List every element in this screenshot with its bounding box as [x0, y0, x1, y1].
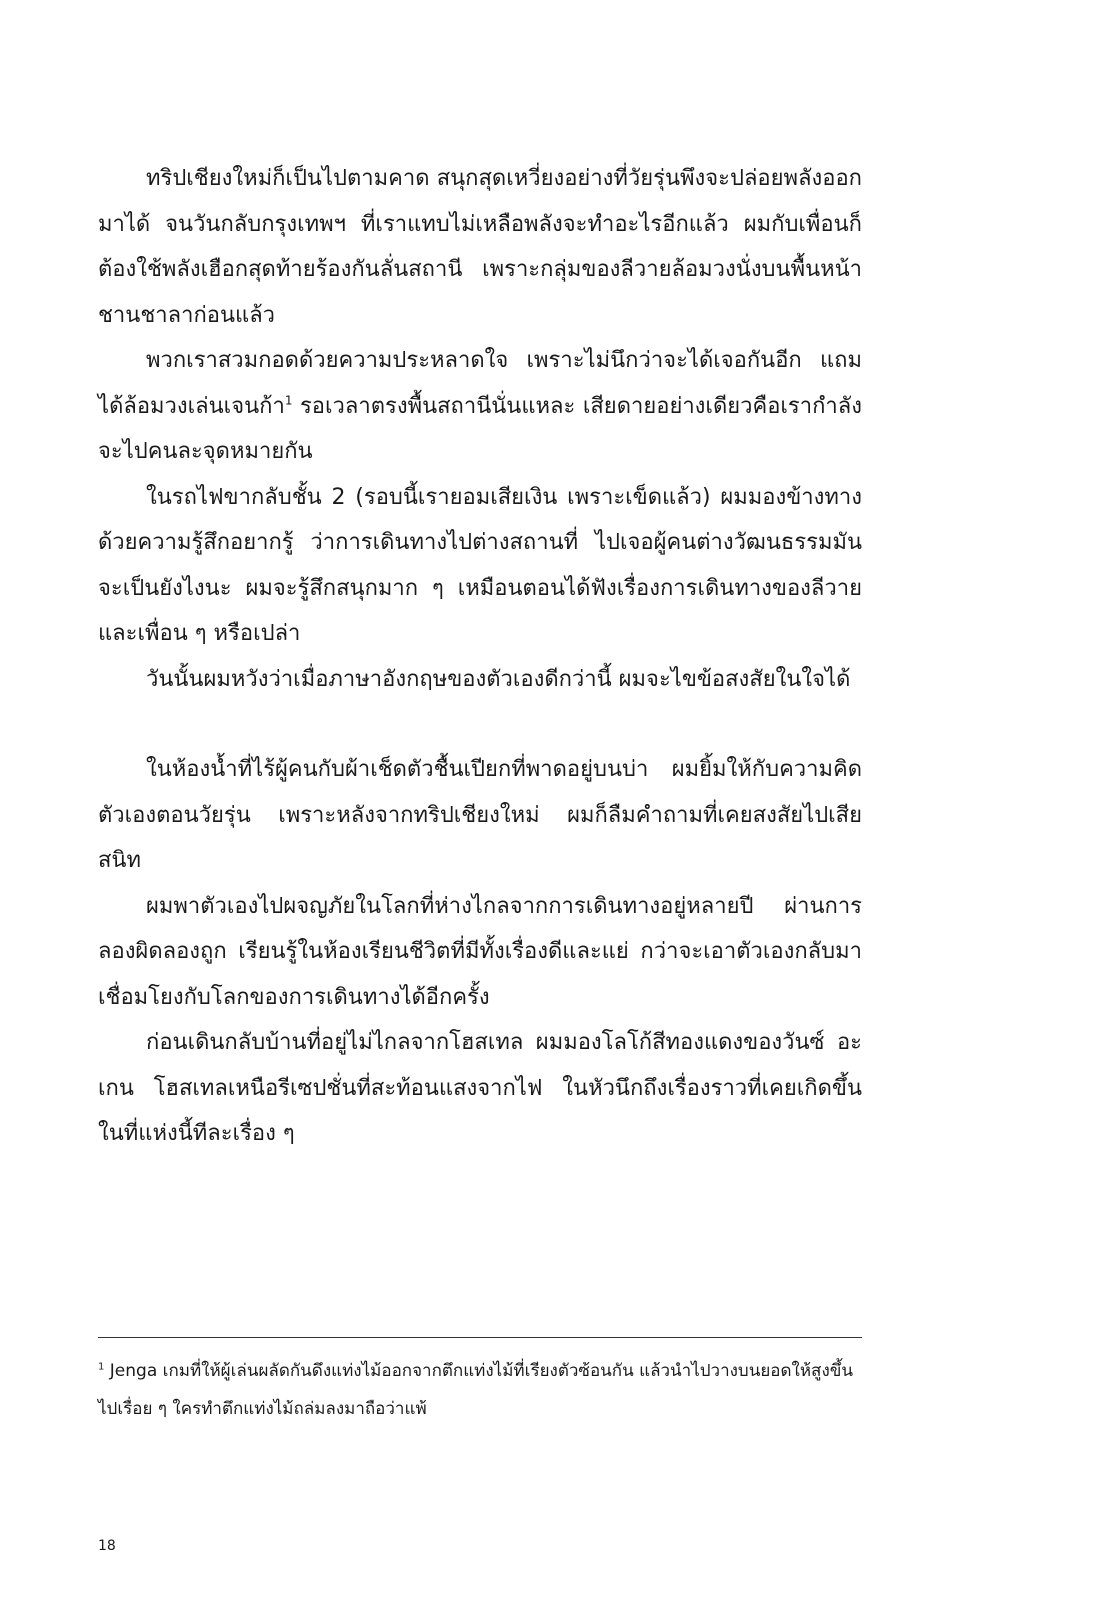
paragraph-5: ในห้องน้ำที่ไร้ผู้คนกับผ้าเช็ดตัวชื้นเปียกที่พาดอยู่บนบ่า ผมยิ้มให้กับความคิดตัวเองตอนวัยรุ่น เพราะหลังจากทริปเชียงใหม่ ผมก็ลืมคำถามที่เคยสงสัยไปเสียสนิท: [98, 757, 862, 873]
paragraph-7: ก่อนเดินกลับบ้านที่อยู่ไม่ไกลจากโฮสเทล ผมมองโลโก้สีทองแดงของวันซ์ อะเกน โฮสเทลเหนือรีเซปชั่นที่สะท้อนแสงจากไฟ ในหัวนึกถึงเรื่องราวที่เคยเกิดขึ้นในที่แห่งนี้ทีละเรื่อง ๆ: [98, 1030, 862, 1146]
paragraph-4: วันนั้นผมหวังว่าเมื่อภาษาอังกฤษของตัวเองดีกว่านี้ ผมจะไขข้อสงสัยในใจได้: [146, 666, 851, 692]
footnote-mark: 1: [98, 1361, 105, 1373]
page-number: 18: [98, 1538, 116, 1554]
paragraph-1: ทริปเชียงใหม่ก็เป็นไปตามคาด สนุกสุดเหวี่ยงอย่างที่วัยรุ่นพึงจะปล่อยพลังออกมาได้ จนวันกลับกรุงเทพฯ ที่เราแทบไม่เหลือพลังจะทำอะไรอีกแล้ว ผมกับเพื่อนก็ต้องใช้พลังเฮือกสุดท้ายร้องกันลั่นสถานี เพราะกลุ่มของลีวายล้อมวงนั่งบนพื้นหน้าชานชาลาก่อนแล้ว: [98, 166, 862, 328]
paragraph-2-text-before: พวกเราสวมกอดด้วยความประหลาดใจ เพราะไม่นึกว่าจะได้เจอกันอีก แถมได้ล้อมวงเล่นเจนก้า: [98, 348, 862, 419]
paragraph-3: ในรถไฟขากลับชั้น 2 (รอบนี้เรายอมเสียเงิน เพราะเข็ดแล้ว) ผมมองข้างทางด้วยความรู้สึกอยากรู้ ว่าการเดินทางไปต่างสถานที่ ไปเจอผู้คนต่างวัฒนธรรมมันจะเป็นยังไงนะ ผมจะรู้สึกสนุกมาก ๆ เหมือนตอนได้ฟังเรื่องการเดินทางของลีวายและเพื่อน ๆ หรือเปล่า: [98, 484, 862, 646]
paragraph-2: [98, 338, 862, 475]
footnote-divider: [98, 1337, 862, 1338]
footnote-text: Jenga เกมที่ให้ผู้เล่นผลัดกันดึงแท่งไม้ออกจากตึกแท่งไม้ที่เรียงตัวซ้อนกัน แล้วนำไปวางบนยอดให้สูงขึ้นไปเรื่อย ๆ ใครทำตึกแท่งไม้ถล่มลงมาถือว่าแพ้: [98, 1361, 853, 1419]
footnote-text-block: [98, 1352, 862, 1428]
footnote: [98, 1352, 862, 1428]
paragraph-2-text-after: รอเวลาตรงพื้นสถานีนั่นแหละ เสียดายอย่างเดียวคือเรากำลังจะไปคนละจุดหมายกัน: [98, 393, 862, 464]
footnote-reference: 1: [284, 393, 293, 408]
section-break: [98, 702, 862, 747]
body-text: [98, 156, 862, 1157]
paragraph-6: ผมพาตัวเองไปผจญภัยในโลกที่ห่างไกลจากการเดินทางอยู่หลายปี ผ่านการลองผิดลองถูก เรียนรู้ในห้องเรียนชีวิตที่มีทั้งเรื่องดีและแย่ กว่าจะเอาตัวเองกลับมาเชื่อมโยงกับโลกของการเดินทางได้อีกครั้ง: [98, 893, 862, 1010]
